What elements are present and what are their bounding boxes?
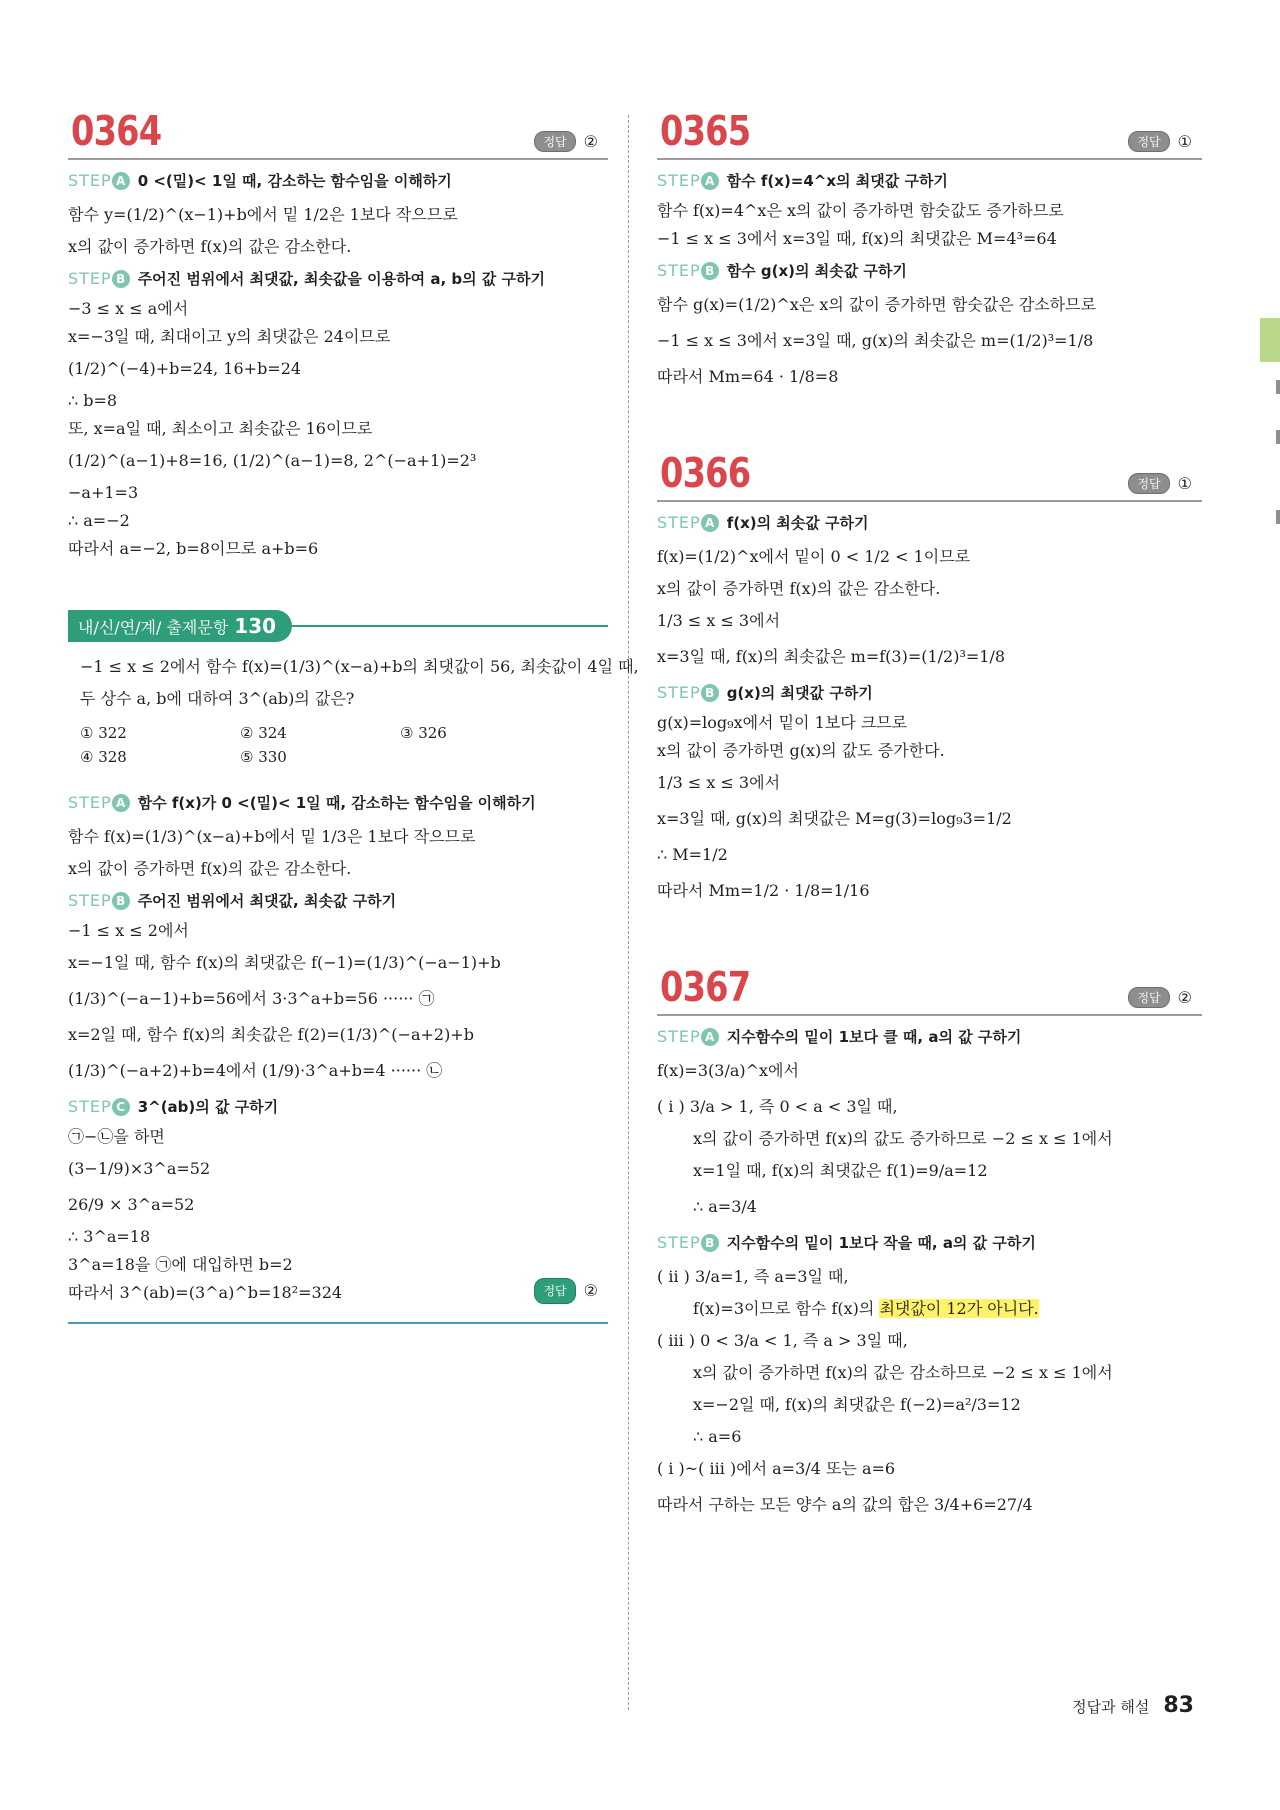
solution-line: ∴ M=1/2 xyxy=(657,845,728,864)
step-b: STEP B 주어진 범위에서 최댓값, 최솟값을 이용하여 a, b의 값 구하기 xyxy=(68,269,545,288)
answer-badge: 정답 xyxy=(534,1278,575,1304)
problem-header xyxy=(657,450,1202,502)
step-title: 주어진 범위에서 최댓값, 최솟값 구하기 xyxy=(137,892,397,910)
answer-value: ② xyxy=(583,132,598,151)
solution-line: x=−1일 때, 함수 f(x)의 최댓값은 f(−1)=(1/3)^(−a−1)+b xyxy=(68,953,501,972)
answer-value: ① xyxy=(1177,474,1192,493)
problem-header xyxy=(657,964,1202,1016)
solution-line: x=−2일 때, f(x)의 최댓값은 f(−2)=a²/3=12 xyxy=(693,1395,1021,1414)
footer-label: 정답과 해설 xyxy=(1072,1698,1150,1716)
answer-box xyxy=(1128,987,1192,1008)
problem-0365 xyxy=(657,108,1202,392)
solution-line: 3^a=18을 ㉠에 대입하면 b=2 xyxy=(68,1255,293,1274)
left-column xyxy=(68,107,639,1324)
step-a: STEP A 지수함수의 밑이 1보다 클 때, a의 값 구하기 xyxy=(657,1027,1022,1046)
answer-badge: 정답 xyxy=(534,131,575,152)
step-b: STEP B 주어진 범위에서 최댓값, 최솟값 구하기 xyxy=(68,891,397,910)
solution-line: x=3일 때, g(x)의 최댓값은 M=g(3)=log₉3=1/2 xyxy=(657,809,1012,828)
answer-badge: 정답 xyxy=(1128,987,1169,1008)
solution-line: 함수 y=(1/2)^(x−1)+b에서 밑 1/2은 1보다 작으므로 xyxy=(68,205,458,224)
answer-box xyxy=(534,131,598,152)
answer-value: ② xyxy=(1177,988,1192,1007)
answer-badge: 정답 xyxy=(1128,131,1169,152)
solution-line: f(x)=(1/2)^x에서 밑이 0 < 1/2 < 1이므로 xyxy=(657,547,971,566)
column-divider xyxy=(628,115,629,1710)
solution-line: 따라서 a=−2, b=8이므로 a+b=6 xyxy=(68,539,319,558)
problem-0367 xyxy=(657,964,1202,1520)
choice-4: ④ 328 xyxy=(80,748,127,766)
solution-line: ( iii ) 0 < 3/a < 1, 즉 a > 3일 때, xyxy=(657,1331,908,1350)
solution-line: ( ii ) 3/a=1, 즉 a=3일 때, xyxy=(657,1267,849,1286)
section-end-rule xyxy=(68,1322,608,1324)
solution-line: x의 값이 증가하면 f(x)의 값은 감소한다. xyxy=(68,859,352,878)
step-a: STEP A 0 <(밑)< 1일 때, 감소하는 함수임을 이해하기 xyxy=(68,171,452,190)
solution-line: 1/3 ≤ x ≤ 3에서 xyxy=(657,773,781,792)
highlight-text: 최댓값이 12가 아니다. xyxy=(879,1299,1039,1318)
question-line: −1 ≤ x ≤ 2에서 함수 f(x)=(1/3)^(x−a)+b의 최댓값이 56, 최솟값이 4일 때, xyxy=(80,657,639,676)
solution-line: ( i ) 3/a > 1, 즉 0 < a < 3일 때, xyxy=(657,1097,898,1116)
solution-line: x=3일 때, f(x)의 최솟값은 m=f(3)=(1/2)³=1/8 xyxy=(657,647,1006,666)
solution-line: (1/3)^(−a−1)+b=56에서 3·3^a+b=56 ······ ㉠ xyxy=(68,989,435,1008)
solution-line: x=2일 때, 함수 f(x)의 최솟값은 f(2)=(1/3)^(−a+2)+b xyxy=(68,1025,474,1044)
step-title: 0 <(밑)< 1일 때, 감소하는 함수임을 이해하기 xyxy=(137,172,452,190)
solution-line: 따라서 3^(ab)=(3^a)^b=18²=324 xyxy=(68,1283,343,1302)
choice-2: ② 324 xyxy=(240,724,287,742)
solution-line: ∴ a=−2 xyxy=(68,511,130,530)
step-c: STEP C 3^(ab)의 값 구하기 xyxy=(68,1097,279,1116)
solution-line: x의 값이 증가하면 f(x)의 값은 감소하므로 −2 ≤ x ≤ 1에서 xyxy=(693,1363,1113,1382)
choice-3: ③ 326 xyxy=(400,724,447,742)
solution-line: x=1일 때, f(x)의 최댓값은 f(1)=9/a=12 xyxy=(693,1161,988,1180)
solution-line: −a+1=3 xyxy=(68,483,139,502)
answer-box xyxy=(534,1278,598,1304)
solution-line: −1 ≤ x ≤ 3에서 x=3일 때, g(x)의 최솟값은 m=(1/2)³=1/8 xyxy=(657,331,1094,350)
step-title: 함수 f(x)가 0 <(밑)< 1일 때, 감소하는 함수임을 이해하기 xyxy=(137,794,536,812)
question-line: 두 상수 a, b에 대하여 3^(ab)의 값은? xyxy=(80,689,355,708)
step-title: 주어진 범위에서 최댓값, 최솟값을 이용하여 a, b의 값 구하기 xyxy=(137,270,545,288)
choice-1: ① 322 xyxy=(80,724,127,742)
solution-line: 따라서 Mm=64 · 1/8=8 xyxy=(657,367,839,386)
chapter-side-tab xyxy=(1260,318,1280,362)
problem-number: 0366 xyxy=(660,449,751,497)
step-title: 지수함수의 밑이 1보다 클 때, a의 값 구하기 xyxy=(726,1028,1022,1046)
answer-box xyxy=(1128,473,1192,494)
problem-number: 0367 xyxy=(660,963,751,1011)
problem-number: 0364 xyxy=(71,107,162,155)
solution-line: 1/3 ≤ x ≤ 3에서 xyxy=(657,611,781,630)
step-a: STEP A 함수 f(x)가 0 <(밑)< 1일 때, 감소하는 함수임을 이해하기 xyxy=(68,793,536,812)
solution-line: x의 값이 증가하면 f(x)의 값도 증가하므로 −2 ≤ x ≤ 1에서 xyxy=(693,1129,1113,1148)
solution-line: ∴ b=8 xyxy=(68,391,118,410)
step-title: 지수함수의 밑이 1보다 작을 때, a의 값 구하기 xyxy=(726,1234,1036,1252)
solution-line: (1/2)^(−4)+b=24, 16+b=24 xyxy=(68,359,302,378)
solution-line: 따라서 구하는 모든 양수 a의 값의 합은 3/4+6=27/4 xyxy=(657,1495,1033,1514)
solution-line: ∴ 3^a=18 xyxy=(68,1227,151,1246)
related-question-header xyxy=(68,610,608,646)
solution-line: 따라서 Mm=1/2 · 1/8=1/16 xyxy=(657,881,870,900)
solution-line: x의 값이 증가하면 g(x)의 값도 증가한다. xyxy=(657,741,945,760)
solution-line: (1/2)^(a−1)+8=16, (1/2)^(a−1)=8, 2^(−a+1)=2³ xyxy=(68,451,477,470)
problem-header xyxy=(657,108,1202,160)
step-a: STEP A 함수 f(x)=4^x의 최댓값 구하기 xyxy=(657,171,948,190)
solution-line: 26/9 × 3^a=52 xyxy=(68,1195,195,1214)
problem-header xyxy=(68,108,608,160)
solution-line: x=−3일 때, 최대이고 y의 최댓값은 24이므로 xyxy=(68,327,391,346)
solution-line: −1 ≤ x ≤ 3에서 x=3일 때, f(x)의 최댓값은 M=4³=64 xyxy=(657,229,1057,248)
solution-line: (3−1/9)×3^a=52 xyxy=(68,1159,211,1178)
problem-0366 xyxy=(657,450,1202,906)
step-title: 함수 g(x)의 최솟값 구하기 xyxy=(726,262,907,280)
answer-value: ① xyxy=(1177,132,1192,151)
side-mark xyxy=(1276,510,1280,524)
step-b: STEP B 지수함수의 밑이 1보다 작을 때, a의 값 구하기 xyxy=(657,1233,1036,1252)
solution-line: 함수 g(x)=(1/2)^x은 x의 값이 증가하면 함숫값은 감소하므로 xyxy=(657,295,1097,314)
answer-choices xyxy=(68,724,608,766)
solution-line: f(x)=3(3/a)^x에서 xyxy=(657,1061,799,1080)
page-footer xyxy=(1072,1693,1194,1718)
answer-badge: 정답 xyxy=(1128,473,1169,494)
step-b: STEP B 함수 g(x)의 최솟값 구하기 xyxy=(657,261,907,280)
solution-line: g(x)=log₉x에서 밑이 1보다 크므로 xyxy=(657,713,908,732)
related-question-number: 130 xyxy=(234,614,277,638)
step-title: g(x)의 최댓값 구하기 xyxy=(726,684,873,702)
solution-line: −3 ≤ x ≤ a에서 xyxy=(68,299,189,318)
solution-line: ∴ a=6 xyxy=(693,1427,742,1446)
solution-line-highlight: f(x)=3이므로 함수 f(x)의 최댓값이 12가 아니다. xyxy=(693,1299,1039,1318)
answer-value: ② xyxy=(583,1281,598,1300)
step-title: f(x)의 최솟값 구하기 xyxy=(726,514,869,532)
step-title: 함수 f(x)=4^x의 최댓값 구하기 xyxy=(726,172,948,190)
solution-line: x의 값이 증가하면 f(x)의 값은 감소한다. xyxy=(657,579,941,598)
solution-line: 또, x=a일 때, 최소이고 최솟값은 16이므로 xyxy=(68,419,373,438)
problem-number: 0365 xyxy=(660,107,751,155)
solution-line: 함수 f(x)=4^x은 x의 값이 증가하면 함숫값도 증가하므로 xyxy=(657,201,1064,220)
solution-line: −1 ≤ x ≤ 2에서 xyxy=(68,921,189,940)
right-column xyxy=(657,108,1202,1526)
final-line xyxy=(68,1282,608,1304)
side-mark xyxy=(1276,430,1280,444)
solution-line: ㉠−㉡을 하면 xyxy=(68,1127,165,1146)
solution-line: ∴ a=3/4 xyxy=(693,1197,757,1216)
step-b: STEP B g(x)의 최댓값 구하기 xyxy=(657,683,873,702)
page-number: 83 xyxy=(1163,1693,1194,1718)
step-title: 3^(ab)의 값 구하기 xyxy=(137,1098,279,1116)
step-a: STEP A f(x)의 최솟값 구하기 xyxy=(657,513,869,532)
solution-line: ( i )~( iii )에서 a=3/4 또는 a=6 xyxy=(657,1459,896,1478)
related-question-tag: 내/신/연/계/ 출제문항 130 xyxy=(68,610,292,642)
solution-line: x의 값이 증가하면 f(x)의 값은 감소한다. xyxy=(68,237,352,256)
solution-line: 함수 f(x)=(1/3)^(x−a)+b에서 밑 1/3은 1보다 작으므로 xyxy=(68,827,476,846)
problem-0364 xyxy=(68,108,608,560)
choice-5: ⑤ 330 xyxy=(240,748,287,766)
side-mark xyxy=(1276,380,1280,394)
answer-box xyxy=(1128,131,1192,152)
solution-line: (1/3)^(−a+2)+b=4에서 (1/9)·3^a+b=4 ······ ㉡ xyxy=(68,1061,443,1080)
